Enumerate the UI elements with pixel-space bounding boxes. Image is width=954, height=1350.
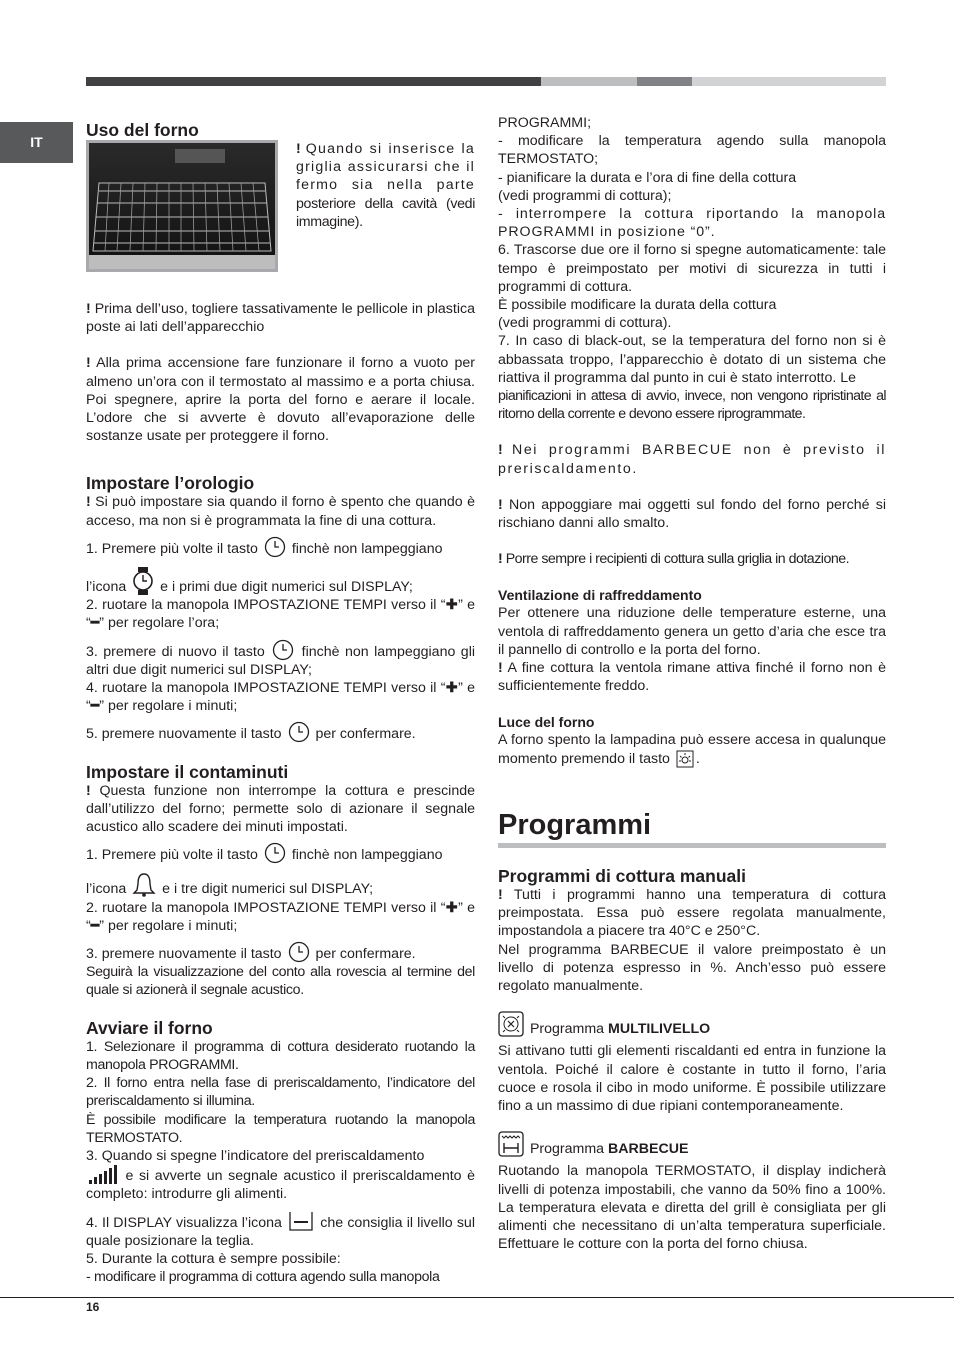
- plus-icon: ✚: [445, 680, 459, 697]
- section-title-ventilazione: Ventilazione di raffreddamento: [498, 587, 702, 604]
- section-title-uso: Uso del forno: [86, 120, 199, 140]
- orologio-step-1b: l’icona e i primi due digit numerici sul DISPLAY;: [86, 566, 475, 596]
- avviare-step-5b: - modificare il programma di cottura agendo sulla manopola: [86, 1269, 440, 1286]
- note-barbecue: ! Nei programmi BARBECUE non è previsto il preriscaldamento.: [498, 442, 886, 477]
- cont-programmi: PROGRAMMI;: [498, 115, 592, 131]
- program-multilivello-title: Programma MULTILIVELLO: [498, 1011, 886, 1042]
- contaminuti-step-1: 1. Premere più volte il tasto finchè non lampeggiano: [86, 842, 475, 864]
- cont-pianificare: - pianificare la durata e l’ora di fine della cottura: [498, 169, 797, 186]
- note-pellicole: ! Prima dell’uso, togliere tassativamente le pellicole in plastica poste ai lati dell’apparecchio: [86, 301, 475, 336]
- avviare-step-1: 1. Selezionare il programma di cottura desiderato ruotando la manopola PROGRAMMI.: [86, 1038, 475, 1073]
- contaminuti-countdown: Seguirà la visualizzazione del conto alla rovescia al termine del quale si azionerà il segnale acustico.: [86, 964, 475, 999]
- note-fondo: ! Non appoggiare mai oggetti sul fondo del forno perché si rischiano danni allo smalto.: [498, 496, 886, 532]
- contaminuti-step-3: 3. premere nuovamente il tasto per confermare.: [86, 941, 475, 963]
- contaminuti-step-1b: l’icona e i tre digit numerici sul DISPLAY;: [86, 872, 475, 898]
- note-prima-accensione: ! Alla prima accensione fare funzionare il forno a vuoto per almeno un’ora con il termostato al massimo e a porta chiusa. Poi spegnere, aprire la porta del forno e aerare il locale. L’odore che si avverte è dovuto all’evaporazione delle sostanze usate per proteggere il forno.: [86, 355, 475, 445]
- ventilazione-text: Per ottenere una riduzione delle temperature esterne, una ventola di raffreddamento genera un getto d’aria che esce tra il pannello di controllo e la porta del forno.: [498, 605, 886, 658]
- avviare-step-4: 4. Il DISPLAY visualizza l’icona che consiglia il livello sul quale posizionare la teglia.: [86, 1210, 475, 1250]
- program-multilivello-text: Si attivano tutti gli elementi riscaldanti ed entra in funzione la ventola. Poiché il calore è costante in tutto il forno, l’aria cuoce e rosola il cibo in modo uniforme. È possibile utilizzare fino a un massimo di due ripiani contemporaneamente.: [498, 1043, 886, 1114]
- orologio-step-3: 3. premere di nuovo il tasto finchè non lampeggiano gli altri due digit numerici sul DISPLAY;: [86, 639, 475, 679]
- minus-icon: ━: [90, 615, 100, 632]
- section-title-contaminuti: Impostare il contaminuti: [86, 761, 289, 782]
- avviare-step-3b: e si avverte un segnale acustico il preriscaldamento è completo: introdurre gli alimenti.: [86, 1165, 475, 1203]
- orologio-step-2: 2. ruotare la manopola IMPOSTAZIONE TEMPI verso il “✚” e “━” per regolare l’ora;: [86, 597, 476, 632]
- header-color-bar: [86, 77, 886, 86]
- cont-pianificazioni: pianificazioni in attesa di avvio, invece, non vengono ripristinate al ritorno della corrente e devono essere riprogrammate.: [498, 388, 886, 423]
- chapter-title-programmi: Programmi: [498, 808, 886, 848]
- oven-rack-photo: [86, 140, 278, 272]
- note-griglia: ! Porre sempre i recipienti di cottura sulla griglia in dotazione.: [498, 551, 850, 568]
- multilevel-fan-icon: [498, 1011, 524, 1042]
- footer-rule: [0, 1297, 954, 1298]
- orologio-step-1: 1. Premere più volte il tasto finchè non lampeggiano: [86, 536, 475, 558]
- avviare-step-5: 5. Durante la cottura è sempre possibile:: [86, 1250, 341, 1267]
- page-number: 16: [86, 1300, 100, 1314]
- rack-note: ! Quando si inserisce la griglia assicurarsi che il fermo sia nella parte posteriore della cavità (vedi immagine).: [296, 141, 475, 230]
- bar-segment-dark: [86, 77, 541, 86]
- manuali-note: ! Tutti i programmi hanno una temperatura di cottura preimpostata. Essa può essere regolata manualmente, impostandola a piacere tra 40°C e 250°C.: [498, 886, 886, 940]
- bar-segment-mid: [637, 77, 692, 86]
- plus-icon: ✚: [445, 597, 459, 614]
- orologio-step-4: 4. ruotare la manopola IMPOSTAZIONE TEMPI verso il “✚” e “━” per regolare i minuti;: [86, 680, 476, 715]
- cont-vedi-2: (vedi programmi di cottura).: [498, 315, 672, 332]
- watch-icon: [132, 566, 154, 596]
- cont-termostato: - modificare la temperatura agendo sulla manopola TERMOSTATO;: [498, 133, 886, 168]
- preheat-bars-icon: [88, 1165, 118, 1185]
- section-title-manuali: Programmi di cottura manuali: [498, 865, 746, 886]
- ventilazione-note: ! A fine cottura la ventola rimane attiva finché il forno non è sufficientemente freddo.: [498, 660, 886, 695]
- program-barbecue-text: Ruotando la manopola TERMOSTATO, il display indicherà livelli di potenza impostabili, che vanno da 50% fino a 100%. La temperatura elevata e diretta del grill è consigliata per gli alimenti che necessitano di un’alta temperatura superficiale. Effettuare le cotture con la porta del forno chiusa.: [498, 1163, 886, 1253]
- oven-rack-illustration: [89, 143, 275, 269]
- note-orologio: ! Si può impostare sia quando il forno è spento che quando è acceso, ma non si è programmata la fine di una cottura.: [86, 494, 475, 529]
- language-tab: IT: [0, 122, 73, 163]
- cont-interrompere: - interrompere la cottura riportando la manopola PROGRAMMI in posizione “0”.: [498, 206, 886, 241]
- program-barbecue-title: Programma BARBECUE: [498, 1131, 886, 1162]
- avviare-step-2b: È possibile modificare la temperatura ruotando la manopola TERMOSTATO.: [86, 1111, 475, 1146]
- clock-button-icon: [272, 639, 294, 661]
- right-column: [498, 114, 886, 1253]
- cont-step-7: 7. In caso di black-out, se la temperatura del forno non si è abbassata troppo, l’apparecchio è dotato di un sistema che riattiva il programma dal punto in cui è stato interrotto. Le: [498, 333, 886, 386]
- avviare-step-2: 2. Il forno entra nella fase di preriscaldamento, l’indicatore del preriscaldamento si illumina.: [86, 1075, 475, 1110]
- clock-button-icon: [288, 721, 310, 743]
- avviare-step-3: 3. Quando si spegne l’indicatore del preriscaldamento: [86, 1147, 425, 1164]
- section-title-avviare: Avviare il forno: [86, 1017, 213, 1038]
- shelf-level-icon: [288, 1210, 314, 1232]
- section-title-luce: Luce del forno: [498, 714, 595, 731]
- clock-button-icon: [288, 941, 310, 963]
- bar-segment-pale: [692, 77, 886, 86]
- orologio-step-5: 5. premere nuovamente il tasto per confermare.: [86, 721, 475, 743]
- minus-icon: ━: [90, 698, 100, 715]
- oven-light-icon: [676, 750, 694, 768]
- manuali-barbecue: Nel programma BARBECUE il valore preimpostato è un livello di potenza espresso in %. Anch’esso può essere regolato manualmente.: [498, 941, 886, 994]
- oven-image-row: [86, 140, 475, 272]
- bar-segment-light: [541, 77, 637, 86]
- barbecue-grill-icon: [498, 1131, 524, 1162]
- bell-icon: [132, 872, 156, 898]
- section-title-orologio: Impostare l’orologio: [86, 473, 255, 494]
- luce-text: A forno spento la lampadina può essere accesa in qualunque momento premendo il tasto .: [498, 732, 886, 767]
- note-contaminuti: ! Questa funzione non interrompe la cottura e prescinde dall’utilizzo del forno; permette solo di azionare il segnale acustico allo scadere dei minuti impostati.: [86, 782, 475, 836]
- contaminuti-step-2: 2. ruotare la manopola IMPOSTAZIONE TEMPI verso il “✚” e “━” per regolare i minuti;: [86, 899, 476, 934]
- left-column: [86, 114, 475, 1286]
- cont-step-6: 6. Trascorse due ore il forno si spegne automaticamente: tale tempo è preimpostato per motivi di sicurezza in tutti i programmi di cottura.: [498, 242, 886, 295]
- cont-durata: È possibile modificare la durata della cottura: [498, 297, 777, 314]
- minus-icon: ━: [90, 917, 100, 934]
- cont-vedi-1: (vedi programmi di cottura);: [498, 187, 672, 204]
- clock-button-icon: [264, 842, 286, 864]
- clock-button-icon: [264, 536, 286, 558]
- plus-icon: ✚: [445, 899, 459, 916]
